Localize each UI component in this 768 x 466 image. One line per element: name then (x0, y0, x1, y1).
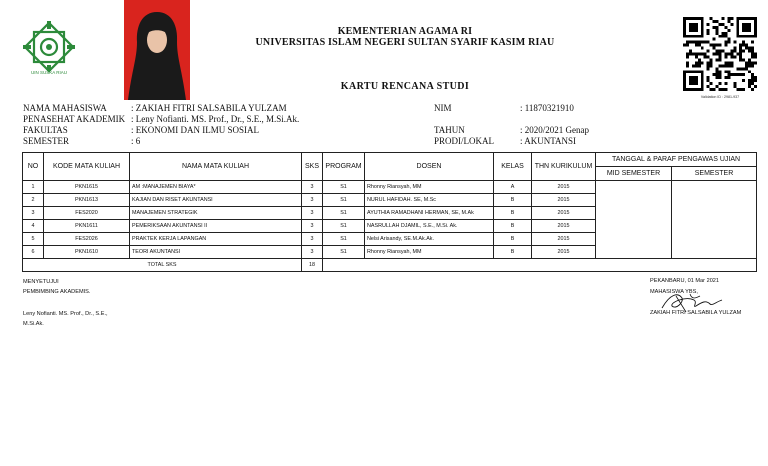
label-nim: NIM (434, 103, 452, 113)
student-role: MAHASISWA YBS, (650, 289, 698, 295)
table-row (23, 181, 757, 194)
cell-kurikulum: 2015 (532, 181, 596, 194)
advisor-name-line2: M.Si.Ak. (23, 321, 44, 327)
header-dosen: DOSEN (365, 153, 494, 181)
cell-dosen: AYUTHIA RAMADHANI HERMAN, SE, M.Ak (365, 207, 494, 220)
cell-dosen: Rhonny Riansyah, MM (365, 181, 494, 194)
cell-sks: 3 (302, 220, 323, 233)
cell-kode: PKN1615 (44, 181, 130, 194)
cell-kurikulum: 2015 (532, 220, 596, 233)
cell-nama: MANAJEMEN STRATEGIK (130, 207, 302, 220)
table-row (23, 220, 757, 233)
cell-no: 2 (23, 194, 44, 207)
cell-paraf-semester (672, 220, 757, 233)
cell-nama: TEORI AKUNTANSI (130, 246, 302, 259)
cell-dosen: Rhonny Riansyah, MM (365, 246, 494, 259)
cell-sks: 3 (302, 181, 323, 194)
table-row (23, 194, 757, 207)
cell-dosen: NASRULLAH DJAMIL, S.E., M.Si. Ak. (365, 220, 494, 233)
cell-paraf-semester (672, 194, 757, 207)
header-nama: NAMA MATA KULIAH (130, 153, 302, 181)
header-mid-semester: MID SEMESTER (596, 167, 672, 181)
approval-label: MENYETUJUI (23, 279, 59, 285)
cell-sks: 3 (302, 194, 323, 207)
course-table-body (23, 181, 757, 259)
total-sks-value: 18 (302, 259, 323, 272)
cell-program: S1 (323, 194, 365, 207)
cell-kode: PKN1610 (44, 246, 130, 259)
document-title: KARTU RENCANA STUDI (340, 81, 470, 92)
cell-nama: PEMERIKSAAN AKUNTANSI II (130, 220, 302, 233)
value-tahun: : 2020/2021 Genap (520, 125, 589, 135)
cell-nama: PRAKTEK KERJA LAPANGAN (130, 233, 302, 246)
cell-paraf-semester (672, 181, 757, 194)
course-table (22, 152, 757, 272)
value-fakultas: : EKONOMI DAN ILMU SOSIAL (131, 125, 259, 135)
place-date: PEKANBARU, 01 Mar 2021 (650, 278, 720, 284)
cell-no: 6 (23, 246, 44, 259)
cell-program: S1 (323, 246, 365, 259)
cell-no: 5 (23, 233, 44, 246)
cell-kelas: B (494, 220, 532, 233)
cell-kurikulum: 2015 (532, 246, 596, 259)
cell-kurikulum: 2015 (532, 233, 596, 246)
cell-sks: 3 (302, 207, 323, 220)
cell-dosen: Nelsi Arisandy, SE.M.Ak.Ak. (365, 233, 494, 246)
table-row (23, 233, 757, 246)
cell-kelas: B (494, 246, 532, 259)
header-no: NO (23, 153, 44, 181)
header-kode: KODE MATA KULIAH (44, 153, 130, 181)
total-row-blank (323, 259, 757, 272)
cell-program: S1 (323, 233, 365, 246)
cell-paraf-mid (596, 181, 672, 194)
value-prodi: : AKUNTANSI (520, 136, 577, 146)
header-sks: SKS (302, 153, 323, 181)
cell-paraf-mid (596, 246, 672, 259)
value-nim: : 11870321910 (520, 103, 574, 113)
header-kurikulum: THN KURIKULUM (532, 153, 596, 181)
cell-kelas: B (494, 207, 532, 220)
label-semester: SEMESTER (23, 136, 70, 146)
cell-kelas: B (494, 233, 532, 246)
cell-kurikulum: 2015 (532, 207, 596, 220)
cell-program: S1 (323, 220, 365, 233)
value-semester: : 6 (131, 136, 141, 146)
qr-code (683, 17, 757, 91)
label-tahun: TAHUN (434, 125, 465, 135)
student-photo (124, 0, 190, 100)
advisor-role: PEMBIMBING AKADEMIS. (23, 289, 91, 295)
university-heading: UNIVERSITAS ISLAM NEGERI SULTAN SYARIF KASIM RIAU (255, 37, 555, 48)
cell-kode: FES2026 (44, 233, 130, 246)
cell-nama: KAJIAN DAN RISET AKUNTANSI (130, 194, 302, 207)
validation-id: Validation ID : 2981-937 (700, 95, 740, 99)
cell-sks: 3 (302, 246, 323, 259)
cell-program: S1 (323, 207, 365, 220)
advisor-name-line1: Leny Nofianti. MS. Prof., Dr., S.E., (23, 311, 108, 317)
label-prodi: PRODI/LOKAL (434, 136, 494, 146)
cell-kode: PKN1613 (44, 194, 130, 207)
logo-caption: UIN SUSKA RIAU (30, 70, 67, 75)
cell-nama: AM :MANAJEMEN BIAYA* (130, 181, 302, 194)
cell-kelas: A (494, 181, 532, 194)
student-name-signature: ZAKIAH FITRI SALSABILA YULZAM (650, 310, 742, 316)
cell-no: 4 (23, 220, 44, 233)
value-nama: : ZAKIAH FITRI SALSABILA YULZAM (131, 103, 287, 113)
cell-paraf-semester (672, 207, 757, 220)
table-row (23, 246, 757, 259)
cell-paraf-semester (672, 233, 757, 246)
cell-paraf-mid (596, 207, 672, 220)
cell-paraf-mid (596, 194, 672, 207)
ministry-heading: KEMENTERIAN AGAMA RI (337, 26, 473, 37)
label-penasehat: PENASEHAT AKADEMIK (23, 114, 126, 124)
cell-kode: FES2020 (44, 207, 130, 220)
cell-program: S1 (323, 181, 365, 194)
total-sks-label: TOTAL SKS (23, 259, 302, 272)
cell-no: 3 (23, 207, 44, 220)
cell-kode: PKN1611 (44, 220, 130, 233)
cell-kurikulum: 2015 (532, 194, 596, 207)
cell-dosen: NURUL HAFIDAH. SE, M.Sc (365, 194, 494, 207)
cell-kelas: B (494, 194, 532, 207)
cell-paraf-mid (596, 220, 672, 233)
header-semester: SEMESTER (672, 167, 757, 181)
label-fakultas: FAKULTAS (23, 125, 68, 135)
cell-paraf-mid (596, 233, 672, 246)
total-row (23, 259, 757, 272)
table-row (23, 207, 757, 220)
header-kelas: KELAS (494, 153, 532, 181)
header-program: PROGRAM (323, 153, 365, 181)
header-tanggal-paraf: TANGGAL & PARAF PENGAWAS UJIAN (596, 153, 757, 167)
cell-sks: 3 (302, 233, 323, 246)
value-penasehat: : Leny Nofianti. MS. Prof., Dr., S.E., M.Si.Ak. (131, 114, 300, 124)
label-nama: NAMA MAHASISWA (23, 103, 107, 113)
cell-paraf-semester (672, 246, 757, 259)
cell-no: 1 (23, 181, 44, 194)
